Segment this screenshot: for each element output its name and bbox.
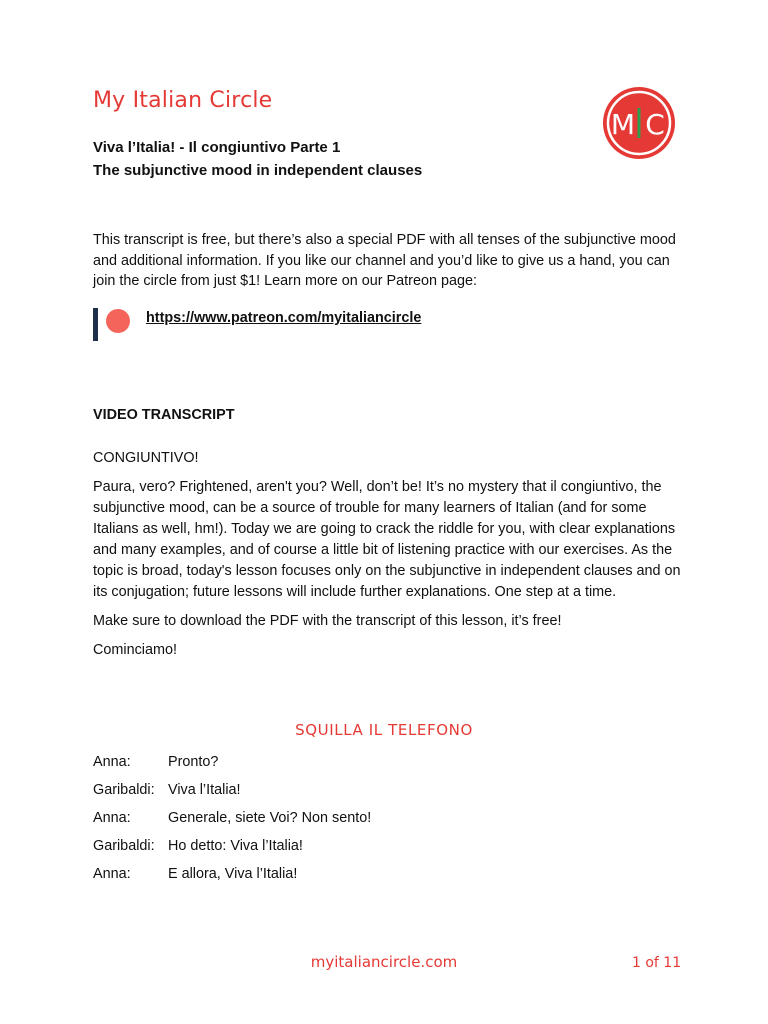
dialogue-speaker: Garibaldi: [93, 838, 155, 854]
transcript-heading: VIDEO TRANSCRIPT [93, 407, 235, 423]
transcript-paragraph: Cominciamo! [93, 642, 177, 658]
dialogue-text: E allora, Viva l’Italia! [168, 866, 298, 882]
scene-title: SQUILLA IL TELEFONO [295, 721, 473, 739]
transcript-paragraph: Paura, vero? Frightened, aren't you? Well, don’t be! It’s no mystery that il congiuntivo, the subjunctive mood, can be a source of trouble for many learners of Italian (and for some Italians as well, hm!). Today we are going to crack the riddle for you, with clear explanations and many examples, and of course a little bit of listening practice with our exercises. As the topic is broad, today's lesson focuses only on the subjunctive in independent clauses and on its conjugation; future lessons will include further explanations. One step at a time. [93, 479, 681, 600]
dialogue-line [93, 838, 683, 866]
subtitle-line-2: The subjunctive mood in independent clauses [93, 162, 423, 179]
patreon-link[interactable]: https://www.patreon.com/myitaliancircle [146, 310, 422, 326]
dialogue-text: Pronto? [168, 754, 219, 770]
dialogue-line [93, 866, 683, 894]
patreon-bar-icon [93, 308, 98, 341]
page-number: 1 of 11 [632, 955, 682, 971]
footer-site: myitaliancircle.com [310, 953, 458, 971]
intro-paragraph: This transcript is free, but there’s also a special PDF with all tenses of the subjunctive mood and additional information. If you like our channel and you’d like to give us a hand, you can join the circle from just $1! Learn more on our Patreon page: [93, 232, 676, 289]
dialogue-speaker: Anna: [93, 754, 131, 770]
dialogue-line [93, 810, 683, 838]
lesson-subtitle [93, 136, 693, 182]
dialogue [93, 754, 683, 894]
patreon-link-row [93, 306, 493, 342]
dialogue-line [93, 754, 683, 782]
dialogue-speaker: Anna: [93, 866, 131, 882]
subtitle-line-1: Viva l’Italia! - Il congiuntivo Parte 1 [93, 139, 341, 156]
dialogue-speaker: Anna: [93, 810, 131, 826]
patreon-dot-icon [106, 309, 130, 333]
svg-text:M: M [610, 108, 636, 141]
svg-text:C: C [645, 108, 665, 141]
dialogue-text: Generale, siete Voi? Non sento! [168, 810, 372, 826]
dialogue-speaker: Garibaldi: [93, 782, 155, 798]
dialogue-line [93, 782, 683, 810]
dialogue-text: Ho detto: Viva l’Italia! [168, 838, 303, 854]
dialogue-text: Viva l’Italia! [168, 782, 241, 798]
transcript-body [93, 448, 683, 669]
brand-title: My Italian Circle [93, 88, 273, 113]
transcript-paragraph: CONGIUNTIVO! [93, 450, 199, 466]
transcript-paragraph: Make sure to download the PDF with the transcript of this lesson, it’s free! [93, 613, 562, 629]
